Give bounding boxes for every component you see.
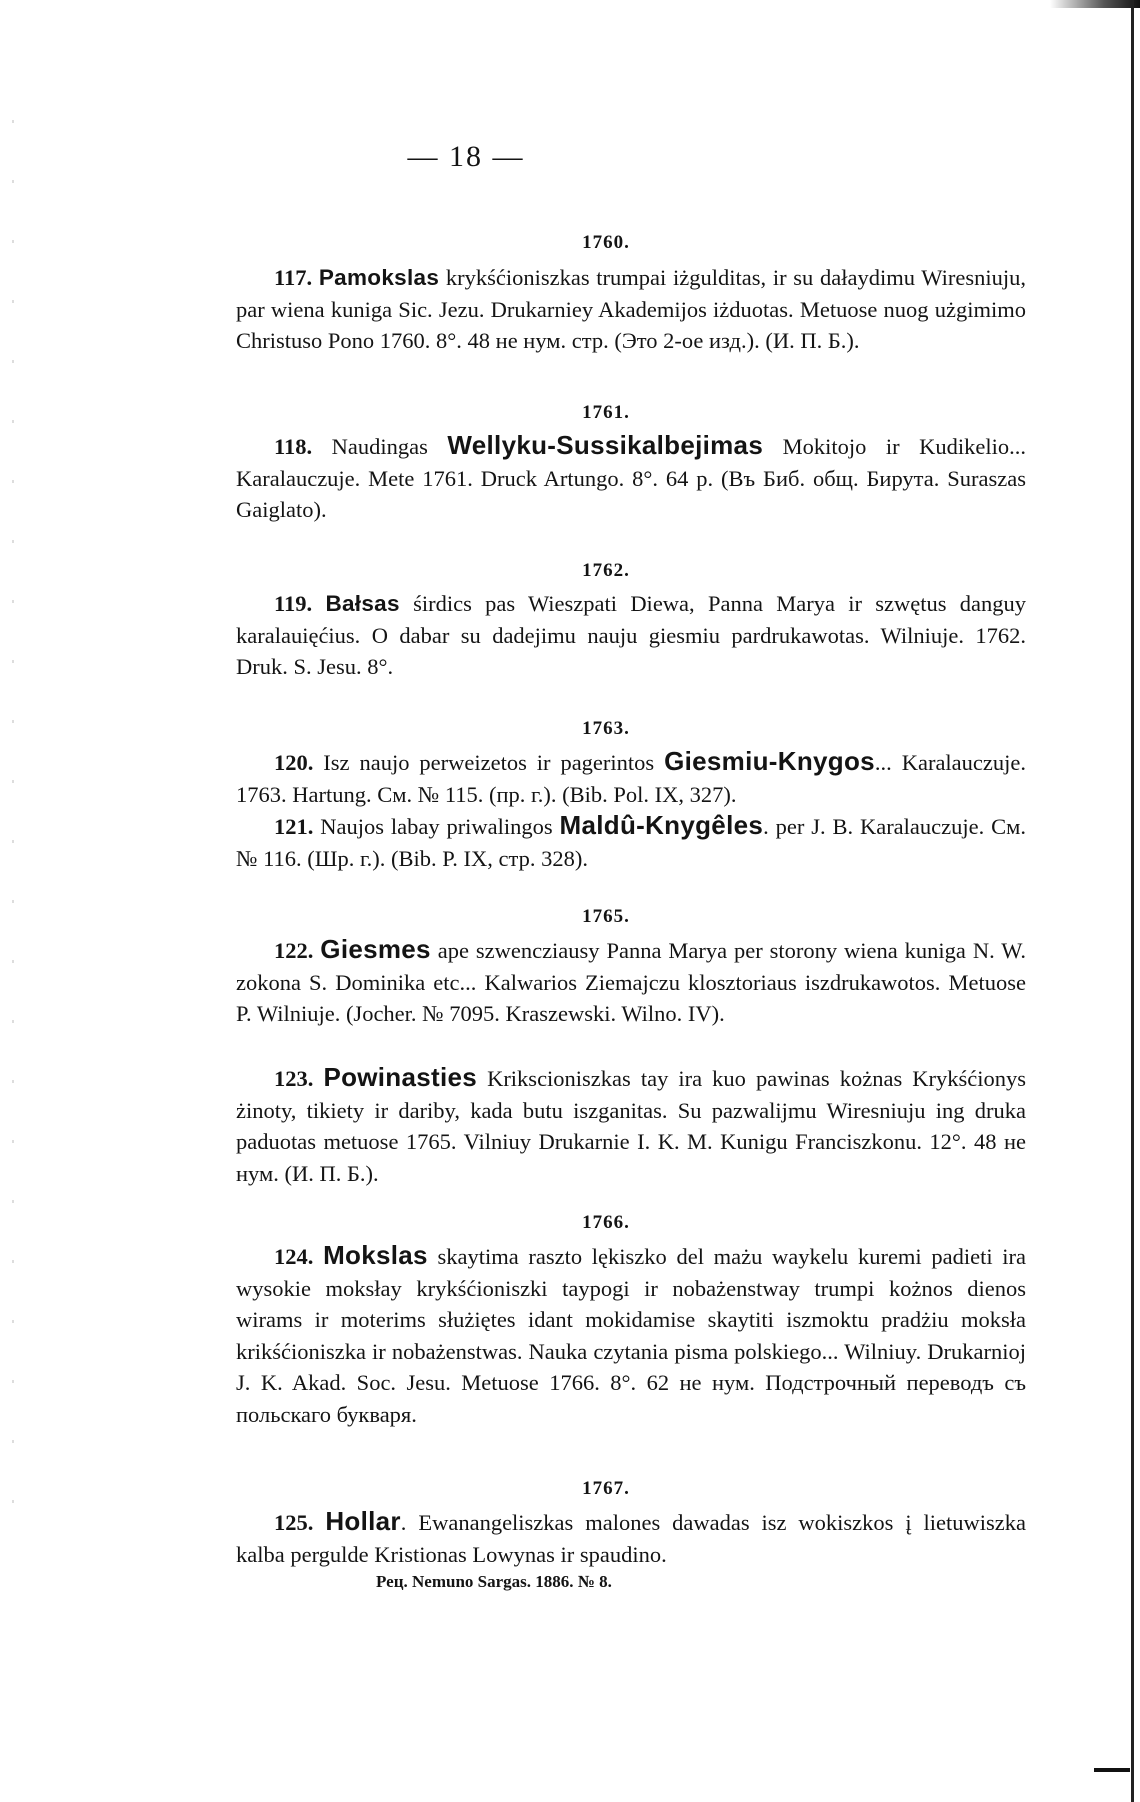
scan-edge-top (1050, 0, 1140, 8)
entry-number: 123. (274, 1066, 314, 1091)
entry-pre-text: Naujos labay priwalingos (313, 814, 560, 839)
review-note: Рец. Nemuno Sargas. 1886. № 8. (376, 1572, 612, 1591)
entry-122 (236, 934, 1026, 1030)
scan-edge-mark (1094, 1740, 1130, 1772)
entry-title: Pamokslas (318, 265, 440, 290)
entry-title: Powinasties (323, 1062, 478, 1092)
entry-title: Mokslas (323, 1240, 428, 1270)
year-heading-1767: 1767. (582, 1478, 630, 1499)
entry-number: 117. (274, 265, 313, 290)
entry-number: 120. (274, 750, 314, 775)
entry-title: Giesmiu-Knygos (664, 746, 875, 776)
year-heading-1761: 1761. (582, 402, 630, 423)
entry-number: 119. (274, 591, 313, 616)
entry-text: ... Karalauczuje. 1763. Hartung. См. № 115. (пр. г.). (Bib. Pol. IX, 327). (236, 750, 1027, 807)
entry-number: 124. (274, 1244, 314, 1269)
entry-123 (236, 1062, 1026, 1189)
scan-margin-specks (12, 120, 14, 1520)
page-number: — 18 — (407, 140, 525, 173)
entry-number: 122. (274, 938, 314, 963)
entry-text: Mokitojo ir Kudikelio... Karalauczuje. Mete 1761. Druck Artungo. 8°. 64 p. (Въ Биб. общ. Бирута. Suraszas Gaiglato). (236, 434, 1026, 522)
year-heading-1760: 1760. (582, 232, 630, 253)
entry-pre-text: Isz naujo perweizetos ir pagerintos (313, 750, 665, 775)
entry-120 (236, 746, 1026, 810)
entry-text: Krikscioniszkas tay ira kuo pawinas kożnas Krykśćionys żinoty, tikiety ir dariby, kada butu iszganitas. Su pazwalijmu Wiresniuju ing druka paduotas metuose 1765. Vilniuy Drukarnie I. K. M. Kunigu Franciszkonu. 12°. 48 не нум. (И. П. Б.). (236, 1066, 1026, 1186)
entry-text: . Ewanangeliszkas malones dawadas isz wokiszkos į lietuwiszka kalba pergulde Kristionas Lowynas ir spaudino. (236, 1510, 1027, 1567)
entry-text: skaytima raszto lękiszko del mażu waykelu kuremi padieti ira wysokie moksłay krykśćioniszki taypogi ir nobażenstway trumpi kożnos dienos wirams ir moterims służiętes idant mokidamise skaytiti iszmoktu pradżiu moksła krikśćioniszka ir nobażenstwas. Nauka czytania pisma polskiego... Wilniuy. Drukarnioj J. K. Akad. Soc. Jesu. Metuose 1766. 8°. 62 не нум. Подстрочный переводъ съ польскаго букваря. (236, 1244, 1027, 1427)
entry-117 (236, 262, 1026, 357)
year-heading-1766: 1766. (582, 1212, 630, 1233)
year-heading-1765: 1765. (582, 906, 630, 927)
entry-121 (236, 810, 1026, 874)
entry-pre-text: Naudingas (312, 434, 448, 459)
entry-text: krykśćioniszkas trumpai iżgulditas, ir su dałaydimu Wiresniuju, par wiena kuniga Sic. Jezu. Drukarniey Akademijos iżduotas. Metuose nuog użgimimo Christuso Pono 1760. 8°. 48 не нум. стр. (Это 2-ое изд.). (И. П. Б.). (236, 265, 1026, 353)
scan-edge-right (1131, 0, 1134, 1802)
entry-text: . per J. B. Karalauczuje. См. № 116. (Шр. г.). (Bib. P. IX, стр. 328). (236, 814, 1026, 871)
entry-number: 118. (274, 434, 313, 459)
entry-118 (236, 430, 1026, 526)
entry-125 (236, 1506, 1026, 1570)
entry-title: Hollar (325, 1506, 401, 1536)
entry-title: Maldû-Knygêles (559, 810, 764, 840)
entry-119 (236, 588, 1026, 683)
entry-title: Giesmes (320, 934, 431, 964)
year-heading-1763: 1763. (582, 718, 630, 739)
entry-title: Bałsas (325, 591, 400, 616)
year-heading-1762: 1762. (582, 560, 630, 581)
entry-text: ape szwencziausy Panna Marya per storony wiena kuniga N. W. zokona S. Dominika etc... Kalwarios Ziemajczu klosztoriaus iszdrukawotos. Metuose P. Wilniuje. (Jocher. № 7095. Kraszewski. Wilno. IV). (236, 938, 1026, 1026)
entry-number: 121. (274, 814, 314, 839)
entry-title: Wellyku-Sussikalbejimas (447, 430, 764, 460)
entry-text: śirdics pas Wieszpati Diewa, Panna Marya ir szwętus danguy karalauięćius. O dabar su dadejimu nauju giesmiu pardrukawotas. Wilniuje. 1762. Druk. S. Jesu. 8°. (236, 591, 1026, 679)
entry-number: 125. (274, 1510, 314, 1535)
entry-124 (236, 1240, 1026, 1430)
